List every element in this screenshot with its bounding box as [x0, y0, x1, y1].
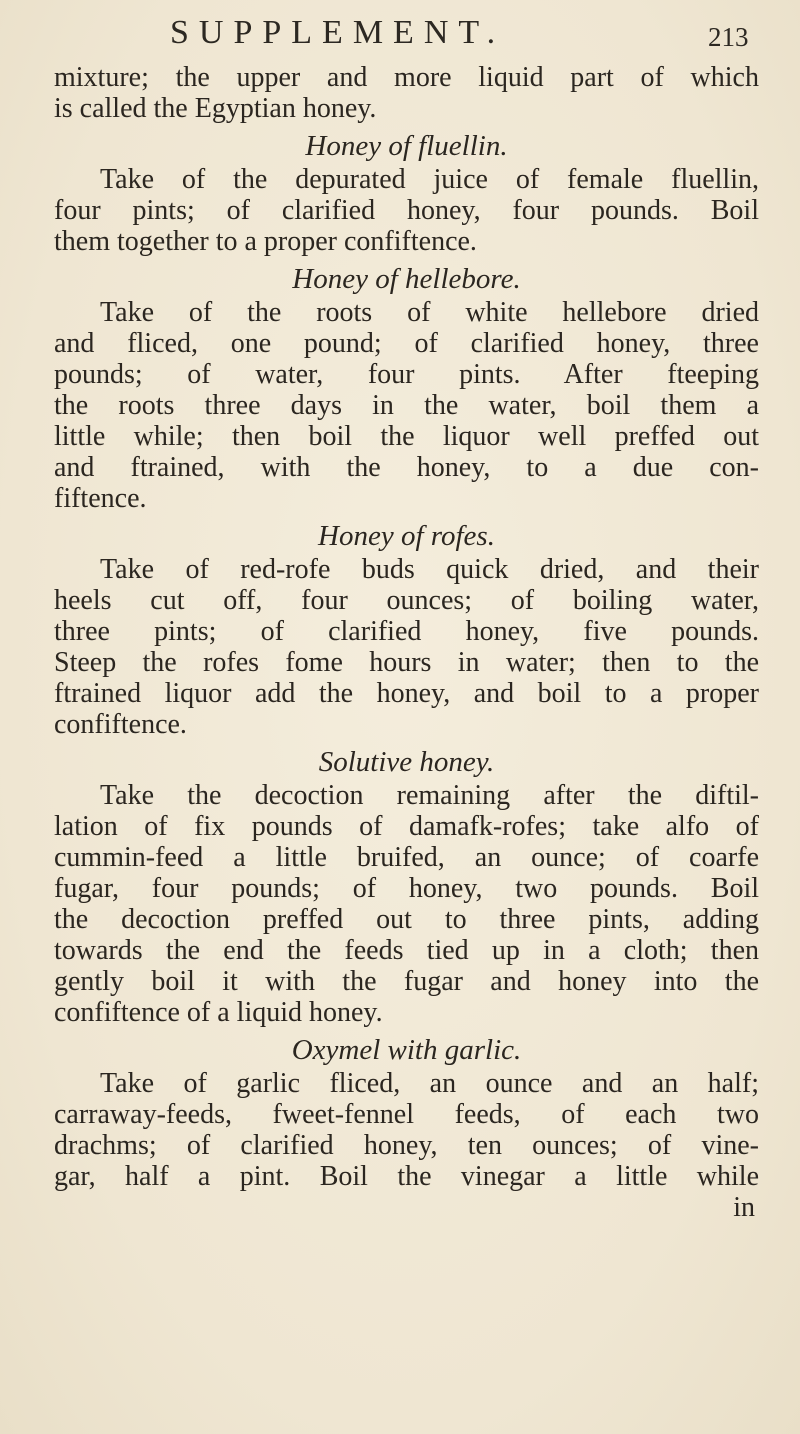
text-line: confiftence. [54, 709, 187, 740]
text-line: gently boil it with the fugar and honey into the [54, 966, 759, 997]
text-line: gar, half a pint. Boil the vinegar a little while [54, 1161, 759, 1192]
text-line: is called the Egyptian honey. [54, 93, 377, 124]
recipe-honey-of-fluellin [54, 128, 759, 257]
recipe-heading: Solutive honey. [318, 746, 495, 778]
text-line: Take the decoction remaining after the diftil- [100, 780, 759, 811]
text-line: Take of the roots of white hellebore dried [100, 297, 759, 328]
text-line: four pints; of clarified honey, four pounds. Boil [54, 195, 759, 226]
text-line: ftrained liquor add the honey, and boil to a proper [54, 678, 759, 709]
text-line: confiftence of a liquid honey. [54, 997, 383, 1028]
recipe-solutive-honey [54, 744, 759, 1028]
text-line: fugar, four pounds; of honey, two pounds. Boil [54, 873, 759, 904]
recipe-honey-of-hellebore [54, 261, 759, 514]
text-line: and fliced, one pound; of clarified honey, three [54, 328, 759, 359]
text-line: the roots three days in the water, boil them a [54, 390, 759, 421]
text-line: towards the end the feeds tied up in a cloth; then [54, 935, 759, 966]
recipe-oxymel-with-garlic [54, 1032, 759, 1192]
running-head: SUPPLEMENT. [170, 14, 506, 51]
catchword: in [733, 1192, 755, 1223]
recipe-honey-of-roses [54, 518, 759, 740]
page-header [0, 14, 800, 60]
recipe-heading: Honey of fluellin. [305, 130, 508, 162]
text-line: pounds; of water, four pints. After fteeping [54, 359, 759, 390]
recipe-heading: Honey of rofes. [318, 520, 495, 552]
recipe-heading: Oxymel with garlic. [291, 1034, 522, 1066]
text-line: heels cut off, four ounces; of boiling water, [54, 585, 759, 616]
text-line: three pints; of clarified honey, five pounds. [54, 616, 759, 647]
page-number: 213 [708, 22, 749, 52]
text-line: Take of garlic fliced, an ounce and an half; [100, 1068, 759, 1099]
text-line: fiftence. [54, 483, 147, 514]
text-line: drachms; of clarified honey, ten ounces; of vine- [54, 1130, 759, 1161]
text-line: Steep the rofes fome hours in water; then to the [54, 647, 759, 678]
text-line: and ftrained, with the honey, to a due con- [54, 452, 759, 483]
intro-paragraph [54, 62, 759, 124]
text-line: cummin-feed a little bruifed, an ounce; of coarfe [54, 842, 759, 873]
text-line: Take of red-rofe buds quick dried, and their [100, 554, 759, 585]
page-body [54, 62, 759, 1223]
text-line: lation of fix pounds of damafk-rofes; take alfo of [54, 811, 759, 842]
text-line: the decoction preffed out to three pints, adding [54, 904, 759, 935]
recipe-heading: Honey of hellebore. [292, 263, 521, 295]
text-line: mixture; the upper and more liquid part of which [54, 62, 759, 93]
text-line: carraway-feeds, fweet-fennel feeds, of each two [54, 1099, 759, 1130]
text-line: Take of the depurated juice of female fluellin, [100, 164, 759, 195]
text-line: little while; then boil the liquor well preffed out [54, 421, 759, 452]
text-line: them together to a proper confiftence. [54, 226, 477, 257]
